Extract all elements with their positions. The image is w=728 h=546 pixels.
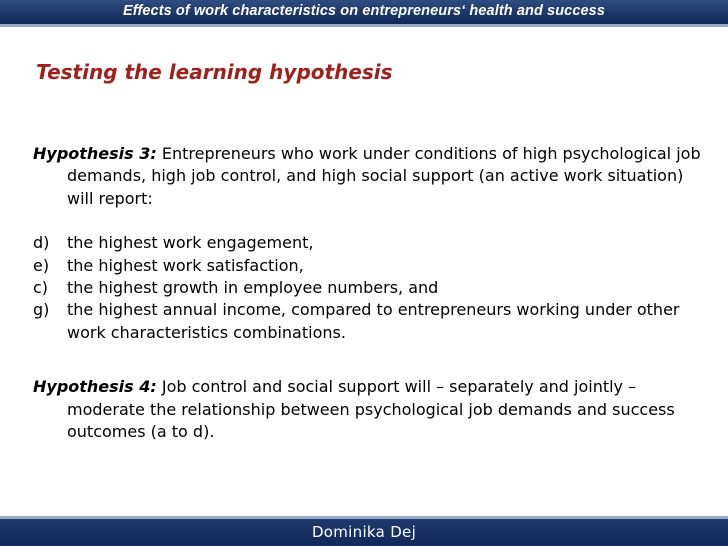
hypothesis-4 xyxy=(33,376,713,443)
list-item xyxy=(33,255,713,277)
hypothesis-3-label: Hypothesis 3: xyxy=(33,144,157,163)
footer-author: Dominika Dej xyxy=(311,523,417,541)
list-item-text: the highest work engagement, xyxy=(67,233,314,253)
hypothesis-3-text: Entrepreneurs who work under conditions of high psychological job demands, high job control, and high social support (an active work situation) will report: xyxy=(67,144,701,208)
hypothesis-4-text: Job control and social support will – separately and jointly – moderate the relationship between psychological job demands and success outcomes (a to d). xyxy=(67,377,675,442)
list-item-text: the highest work satisfaction, xyxy=(67,255,304,275)
list-item xyxy=(33,232,713,254)
list-item xyxy=(33,299,713,344)
list-item-text: the highest annual income, compared to entrepreneurs working under other work characteristics combinations. xyxy=(67,300,680,342)
list-marker: d) xyxy=(33,233,50,253)
list-item xyxy=(33,277,713,299)
header-divider xyxy=(0,24,728,27)
list-item-text: the highest growth in employee numbers, and xyxy=(67,278,439,298)
hypothesis-3 xyxy=(33,143,713,210)
list-marker: g) xyxy=(33,300,50,320)
presentation-title: Effects of work characteristics on entrepreneurs‘ health and success xyxy=(123,3,605,19)
slide-title: Testing the learning hypothesis xyxy=(36,60,393,84)
list-marker: e) xyxy=(33,255,50,275)
slide-body xyxy=(33,143,713,443)
list-marker: c) xyxy=(33,278,49,298)
hypothesis-4-label: Hypothesis 4: xyxy=(33,377,157,397)
